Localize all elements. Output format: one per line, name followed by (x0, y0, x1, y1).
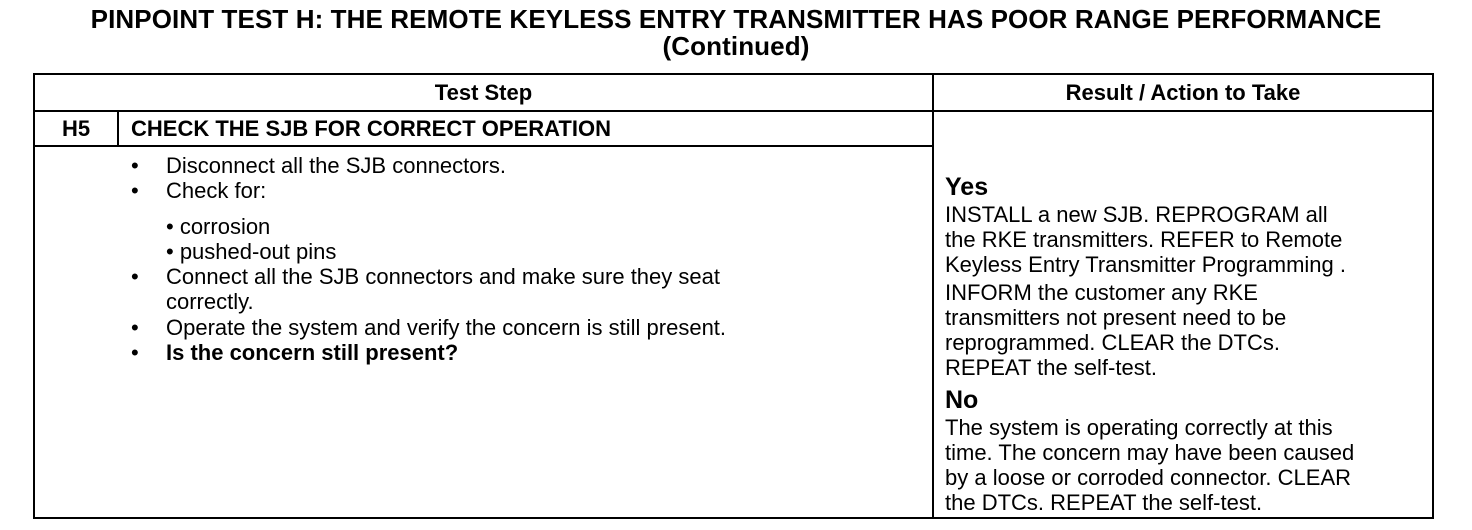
step-title: CHECK THE SJB FOR CORRECT OPERATION (131, 116, 611, 141)
yes-line: transmitters not present need to be (945, 305, 1287, 330)
title-line-1: PINPOINT TEST H: THE REMOTE KEYLESS ENTRY TRANSMITTER HAS POOR RANGE PERFORMANCE (90, 4, 1382, 34)
header-test-step: Test Step (434, 80, 533, 105)
header-divider (35, 110, 1432, 112)
bullet-3: • (131, 264, 139, 289)
yes-line: Keyless Entry Transmitter Programming . (945, 252, 1347, 277)
yes-line: REPEAT the self-test. (945, 355, 1157, 380)
step-id-divider (117, 110, 119, 147)
pinpoint-test-table (33, 73, 1434, 519)
result-no-text (945, 415, 1430, 515)
header-result: Result / Action to Take (1065, 80, 1301, 105)
result-yes-label: Yes (945, 173, 989, 201)
document-title (0, 6, 1472, 60)
bullet-5: • (131, 340, 139, 365)
step-question: Is the concern still present? (166, 340, 459, 365)
yes-line: the RKE transmitters. REFER to Remote (945, 227, 1343, 252)
step-item-4: Operate the system and verify the concern is still present. (166, 315, 727, 340)
column-divider (932, 75, 934, 517)
no-line: by a loose or corroded connector. CLEAR (945, 465, 1352, 490)
step-item-3-continued: correctly. (166, 289, 254, 314)
bullet-4: • (131, 315, 139, 340)
step-item-1: Disconnect all the SJB connectors. (166, 153, 506, 178)
result-yes-text (945, 202, 1430, 380)
step-id: H5 (61, 116, 91, 141)
no-line: time. The concern may have been caused (945, 440, 1355, 465)
step-item-2: Check for: (166, 178, 267, 203)
yes-line: INFORM the customer any RKE (945, 280, 1258, 305)
step-title-divider (35, 145, 932, 147)
title-line-2: (Continued) (662, 31, 810, 61)
sub-item-1: • corrosion (166, 214, 271, 239)
no-line: the DTCs. REPEAT the self-test. (945, 490, 1263, 515)
result-no-label: No (945, 386, 979, 414)
sub-item-2: • pushed-out pins (166, 239, 337, 264)
no-line: The system is operating correctly at this (945, 415, 1333, 440)
bullet-1: • (131, 153, 139, 178)
yes-line: INSTALL a new SJB. REPROGRAM all (945, 202, 1328, 227)
bullet-2: • (131, 178, 139, 203)
step-item-3: Connect all the SJB connectors and make sure they seat (166, 264, 720, 289)
yes-line: reprogrammed. CLEAR the DTCs. (945, 330, 1280, 355)
